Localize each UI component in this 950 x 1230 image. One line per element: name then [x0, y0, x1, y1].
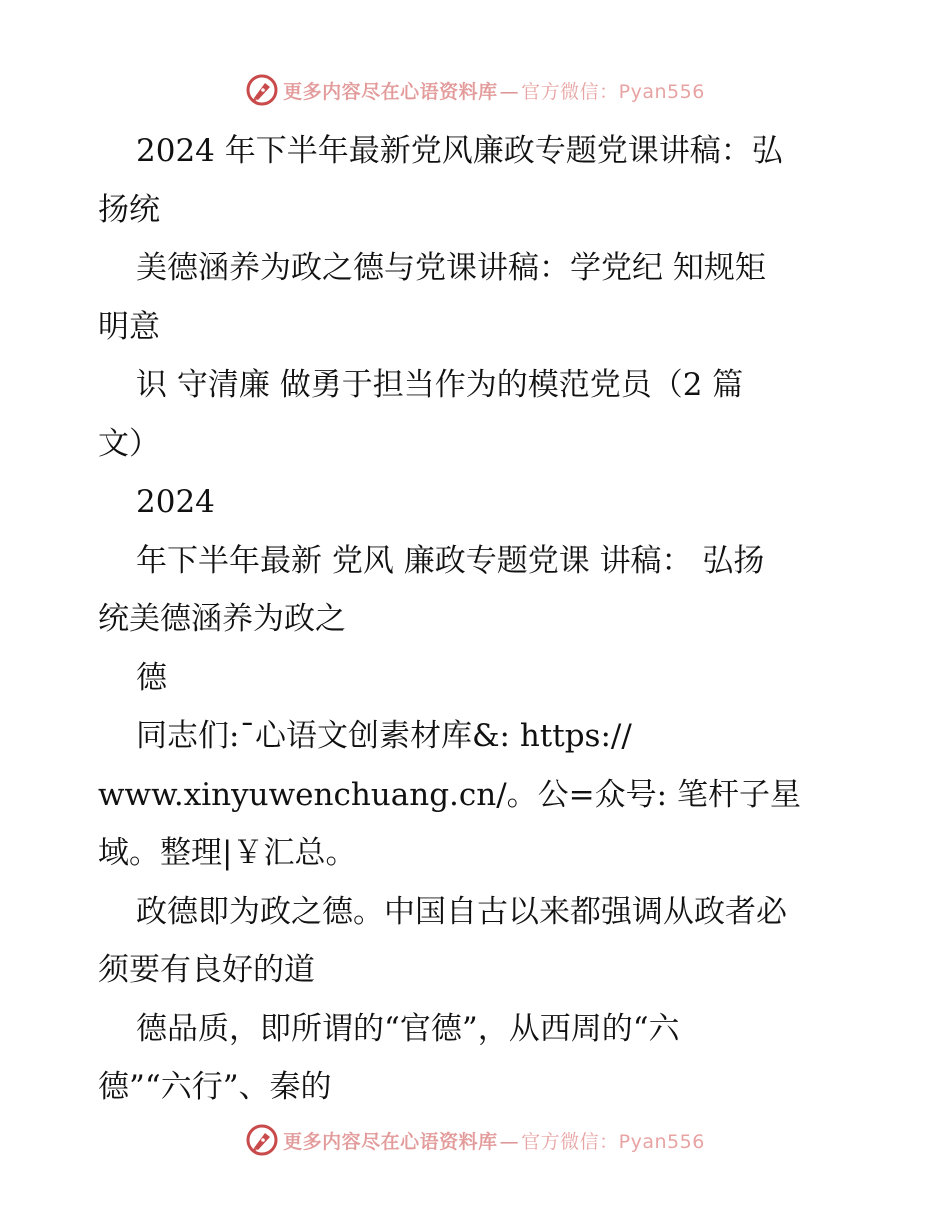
pen-nib-logo-icon	[245, 73, 279, 107]
text-line: 美德涵养为政之德与党课讲稿：学党纪 知规矩	[136, 250, 766, 286]
text-line: 须要有良好的道	[98, 952, 315, 988]
banner-separator: —	[499, 80, 520, 103]
text-line: 年下半年最新 党风 廉政专题党课 讲稿： 弘扬	[136, 542, 765, 579]
text-line: 统美德涵养为政之	[98, 601, 346, 637]
banner-main-text: 更多内容尽在心语资料库	[283, 80, 498, 103]
footer-banner	[0, 1120, 950, 1160]
header-banner	[0, 70, 950, 110]
pen-nib-logo-icon	[245, 1123, 279, 1157]
text-line: www.xinyuwenchuang.cn/。公=众号: 笔杆子星	[98, 776, 801, 813]
text-line: 明意	[98, 308, 160, 345]
text-line: 域。整理|￥汇总。	[98, 835, 357, 871]
text-line: 扬统	[98, 191, 160, 228]
text-line: 同志们:¯心语文创素材库&: https://	[136, 718, 632, 754]
banner-wechat-text: 官方微信：Pyan556	[521, 1130, 705, 1153]
text-line: 德”“六行”、秦的	[98, 1069, 332, 1105]
text-line: 2024 年下半年最新党风廉政专题党课讲稿：弘	[136, 133, 783, 169]
text-line: 德品质，即所谓的“官德”，从西周的“六	[136, 1010, 680, 1047]
text-line: 2024	[136, 484, 215, 520]
banner-wechat-text: 官方微信：Pyan556	[521, 80, 705, 103]
banner-separator: —	[499, 1130, 520, 1153]
text-line: 识 守清廉 做勇于担当作为的模范党员（2 篇	[136, 367, 744, 403]
banner-text	[283, 77, 705, 104]
banner-text	[283, 1127, 705, 1154]
banner-main-text: 更多内容尽在心语资料库	[283, 1130, 498, 1153]
text-line: 德	[136, 659, 167, 696]
text-line: 文）	[98, 425, 160, 462]
document-body	[98, 122, 858, 1117]
text-line: 政德即为政之德。中国自古以来都强调从政者必	[136, 893, 787, 930]
